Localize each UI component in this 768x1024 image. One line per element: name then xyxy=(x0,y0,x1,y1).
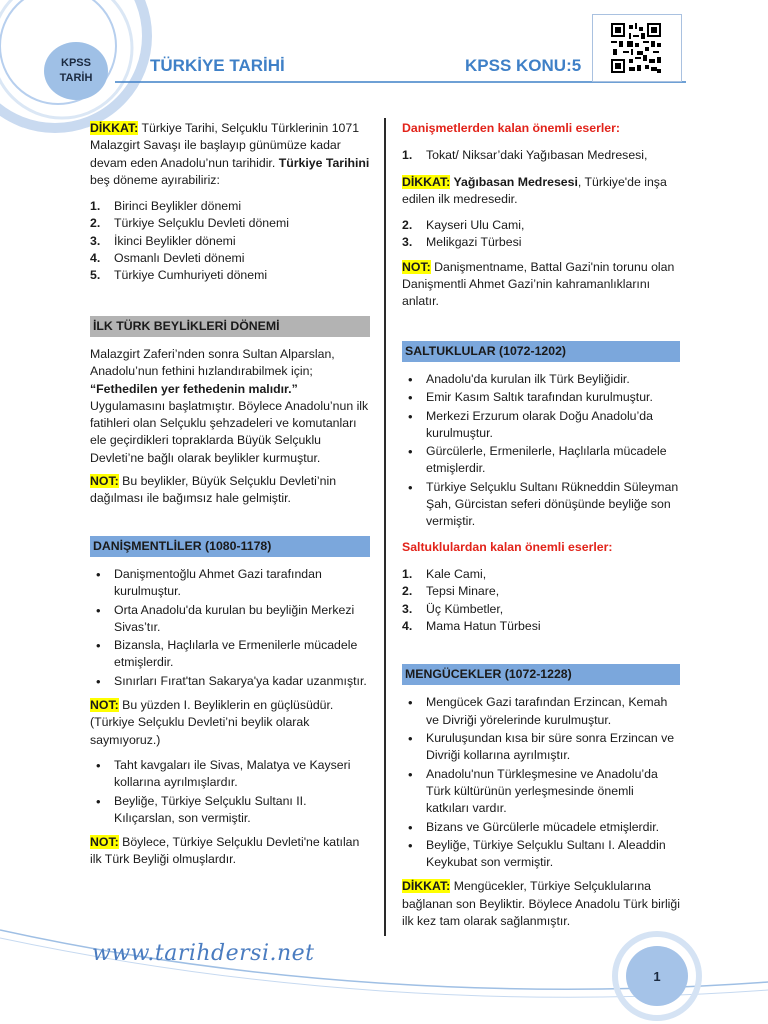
note-text: Böylece, Türkiye Selçuklu Devleti'ne katılan ilk Türk Beyliği olmuşlardır. xyxy=(90,835,360,867)
item-text: Kayseri Ulu Cami, xyxy=(426,218,525,233)
danismend-eserler-heading: Danişmetlerden kalan önemli eserler: xyxy=(402,121,621,135)
item-number: 1. xyxy=(402,566,413,581)
item-text: Merkezi Erzurum olarak Doğu Anadolu’da kurulmuştur. xyxy=(426,408,653,440)
not-label: NOT: xyxy=(90,474,119,489)
bullet-icon: • xyxy=(96,757,101,773)
list-item xyxy=(402,566,680,583)
saltuk-eserler-list xyxy=(402,566,680,635)
beylikler-note xyxy=(90,473,370,508)
not-label: NOT: xyxy=(90,698,119,713)
bullet-icon: • xyxy=(408,695,413,711)
list-item xyxy=(402,601,680,618)
item-text: Tepsi Minare, xyxy=(426,584,500,599)
item-text: Türkiye Selçuklu Devleti dönemi xyxy=(114,216,289,231)
item-number: 4. xyxy=(90,251,101,266)
list-item xyxy=(90,757,370,792)
item-text: Osmanlı Devleti dönemi xyxy=(114,251,245,266)
not-label: NOT: xyxy=(402,259,431,274)
intro-paragraph xyxy=(90,120,370,189)
list-item xyxy=(90,250,370,267)
item-number: 1. xyxy=(90,199,101,214)
bullet-icon: • xyxy=(408,837,413,853)
not-label: NOT: xyxy=(90,835,119,850)
item-text: Orta Anadolu'da kurulan bu beyliğin Merkezi Sivas’tır. xyxy=(114,602,355,634)
list-item xyxy=(402,583,680,600)
danismend-note-2 xyxy=(90,834,370,869)
list-item xyxy=(90,566,370,601)
item-number: 4. xyxy=(402,618,413,633)
bullet-icon: • xyxy=(408,819,413,835)
intro-text: Türkiye Tarihi, Selçuklu Türklerinin 1071 Malazgirt Savaşı ile başlayıp günümüze kadar devam eden Anadolu’nun tarihidir. xyxy=(90,121,360,170)
item-text: Emir Kasım Saltık tarafından kurulmuştur. xyxy=(426,390,653,405)
dikkat-bold: Yağıbasan Medresesi xyxy=(450,174,578,189)
item-text: Birinci Beylikler dönemi xyxy=(114,199,242,214)
mengucek-list xyxy=(402,694,680,871)
item-text: Mama Hatun Türbesi xyxy=(426,618,541,633)
list-item xyxy=(402,234,680,251)
list-item xyxy=(402,371,680,388)
list-item xyxy=(402,408,680,443)
bullet-icon: • xyxy=(408,390,413,406)
right-column xyxy=(402,120,680,936)
dikkat-paragraph xyxy=(402,174,680,209)
list-item xyxy=(402,694,680,729)
konu-label: KPSS KONU:5 xyxy=(465,56,582,75)
qr-code-icon[interactable] xyxy=(592,14,682,82)
danismend-list xyxy=(90,566,370,690)
saltuk-eserler-heading: Saltuklulardan kalan önemli eserler: xyxy=(402,539,613,554)
item-text: Bizans ve Gürcülerle mücadele etmişlerdir. xyxy=(426,819,660,834)
page-title: TÜRKİYE TARİHİ xyxy=(150,56,285,75)
list-item xyxy=(402,389,680,406)
list-item xyxy=(402,479,680,531)
item-text: Gürcülerle, Ermenilerle, Haçlılarla mücadele etmişlerdir. xyxy=(426,444,667,476)
item-text: Üç Kümbetler, xyxy=(426,601,504,616)
bullet-icon: • xyxy=(408,766,413,782)
item-text: İkinci Beylikler dönemi xyxy=(114,233,236,248)
list-item xyxy=(402,147,680,164)
danismentname-note xyxy=(402,259,680,311)
item-text: Melikgazi Türbesi xyxy=(426,235,522,250)
dikkat-label: DİKKAT: xyxy=(90,121,139,135)
list-item xyxy=(90,793,370,828)
danismend-list-2 xyxy=(90,757,370,827)
item-number: 3. xyxy=(402,235,413,250)
item-text: Tokat/ Niksar’daki Yağıbasan Medresesi, xyxy=(426,148,648,163)
item-text: Türkiye Cumhuriyeti dönemi xyxy=(114,268,268,283)
column-divider xyxy=(384,118,386,936)
item-text: Danişmentoğlu Ahmet Gazi tarafından kurulmuştur. xyxy=(114,566,322,599)
list-item xyxy=(90,233,370,250)
period-list xyxy=(90,198,370,284)
list-item xyxy=(402,443,680,478)
bullet-icon: • xyxy=(96,673,101,689)
beylikler-text: Malazgirt Zaferi’nden sonra Sultan Alparslan, Anadolu’nun fethini hızlandırabilmek için; xyxy=(90,346,335,379)
item-number: 3. xyxy=(90,233,101,248)
list-item xyxy=(402,819,680,836)
bullet-icon: • xyxy=(408,371,413,387)
item-text: Anadolu'nun Türkleşmesine ve Anadolu’da Türk kültürünün yerleşmesinde önemli katkıları vardır. xyxy=(426,766,658,816)
footer-url-link[interactable]: www.tarihdersi.net xyxy=(92,941,315,966)
section-heading-danismentliler: DANİŞMENTLİLER (1080-1178) xyxy=(90,536,370,557)
kpss-tarih-badge xyxy=(44,42,108,100)
badge-line1: KPSS xyxy=(61,57,91,69)
dikkat-label: DİKKAT: xyxy=(402,174,451,189)
list-item xyxy=(90,198,370,215)
item-number: 2. xyxy=(402,218,413,233)
bullet-icon: • xyxy=(408,444,413,460)
left-column xyxy=(90,120,370,875)
dikkat-label: DİKKAT: xyxy=(402,879,451,894)
bullet-icon: • xyxy=(408,731,413,747)
list-item xyxy=(402,217,680,234)
dikkat-text: , Türkiye'de inşa edilen ilk medresedir. xyxy=(402,174,667,206)
bullet-icon: • xyxy=(96,638,101,654)
item-text: Türkiye Selçuklu Sultanı Rükneddin Süleyman Şah, Gürcistan seferi dönüşünde beyliğe son vermiştir. xyxy=(426,479,679,529)
page-number: 1 xyxy=(626,946,688,1006)
note-text: Bu beylikler, Büyük Selçuklu Devleti’nin dağılması ile bağımsız hale gelmiştir. xyxy=(90,474,337,506)
list-item xyxy=(90,637,370,672)
danismend-note xyxy=(90,697,370,749)
list-item xyxy=(90,673,370,690)
item-text: Kale Cami, xyxy=(426,566,487,581)
item-number: 3. xyxy=(402,601,413,616)
beylikler-paragraph xyxy=(90,346,370,467)
bullet-icon: • xyxy=(408,479,413,495)
bullet-icon: • xyxy=(96,566,101,582)
item-text: Taht kavgaları ile Sivas, Malatya ve Kayseri kollarına ayrılmışlardır. xyxy=(114,757,351,790)
section-heading-beylikler: İLK TÜRK BEYLİKLERİ DÖNEMİ xyxy=(90,316,370,337)
item-text: Anadolu'da kurulan ilk Türk Beyliğidir. xyxy=(426,371,630,386)
item-number: 2. xyxy=(402,584,413,599)
list-item xyxy=(402,618,680,635)
list-item xyxy=(402,730,680,765)
beylikler-tail: Uygulamasını başlatmıştır. Böylece Anadolu’nun ilk fatihleri olan Selçuklu şehzadeleri ve komutanları ele geçirdikleri topraklarda Büyük Selçuklu Devleti’ne bağlı olarak beylikler kurmuştur. xyxy=(90,398,369,465)
list-item xyxy=(90,602,370,637)
note-text: Danişmentname, Battal Gazi'nin torunu olan Danişmentli Ahmet Gazi’nin kahramanlıklarını anlatır. xyxy=(402,259,675,309)
item-text: Sınırları Fırat'tan Sakarya'ya kadar uzanmıştır. xyxy=(114,673,367,688)
item-text: Beyliğe, Türkiye Selçuklu Sultanı II. Kılıçarslan, son vermiştir. xyxy=(114,793,307,825)
section-heading-mengucekler: MENGÜCEKLER (1072-1228) xyxy=(402,664,680,685)
badge-line2: TARİH xyxy=(59,72,93,84)
item-text: Beyliğe, Türkiye Selçuklu Sultanı I. Aleaddin Keykubat son vermiştir. xyxy=(426,837,666,870)
item-text: Mengücek Gazi tarafından Erzincan, Kemah ve Divriği yörelerinde kurulmuştur. xyxy=(426,695,668,727)
danismend-eserler-list-2 xyxy=(402,217,680,252)
note-text: Bu yüzden I. Beyliklerin en güçlüsüdür. (Türkiye Selçuklu Devleti’ni beylik olarak saymıyoruz.) xyxy=(90,698,334,747)
dikkat-text: Mengücekler, Türkiye Selçuklularına bağlanan son Beyliktir. Böylece Anadolu Türk birliği ilk kez tam olarak sağlanmıştır. xyxy=(402,879,680,928)
list-item xyxy=(90,215,370,232)
danismend-eserler-list xyxy=(402,147,680,164)
bullet-icon: • xyxy=(408,408,413,424)
item-number: 1. xyxy=(402,148,413,163)
item-text: Kuruluşundan kısa bir süre sonra Erzincan ve Divriği kollarına ayrılmıştır. xyxy=(426,731,675,763)
bullet-icon: • xyxy=(96,602,101,618)
list-item xyxy=(402,766,680,818)
list-item xyxy=(402,837,680,872)
item-text: Bizansla, Haçlılarla ve Ermenilerle mücadele etmişlerdir. xyxy=(114,638,358,670)
item-number: 2. xyxy=(90,216,101,231)
list-item xyxy=(90,267,370,284)
intro-tail: beş döneme ayırabiliriz: xyxy=(90,172,220,187)
beylikler-quote: “Fethedilen yer fethedenin malıdır.” xyxy=(90,381,298,396)
item-number: 5. xyxy=(90,268,101,283)
mengucek-dikkat xyxy=(402,878,680,930)
bullet-icon: • xyxy=(96,793,101,809)
intro-bold: Türkiye Tarihini xyxy=(278,155,370,170)
section-heading-saltuklular: SALTUKLULAR (1072-1202) xyxy=(402,341,680,362)
saltuk-list xyxy=(402,371,680,531)
